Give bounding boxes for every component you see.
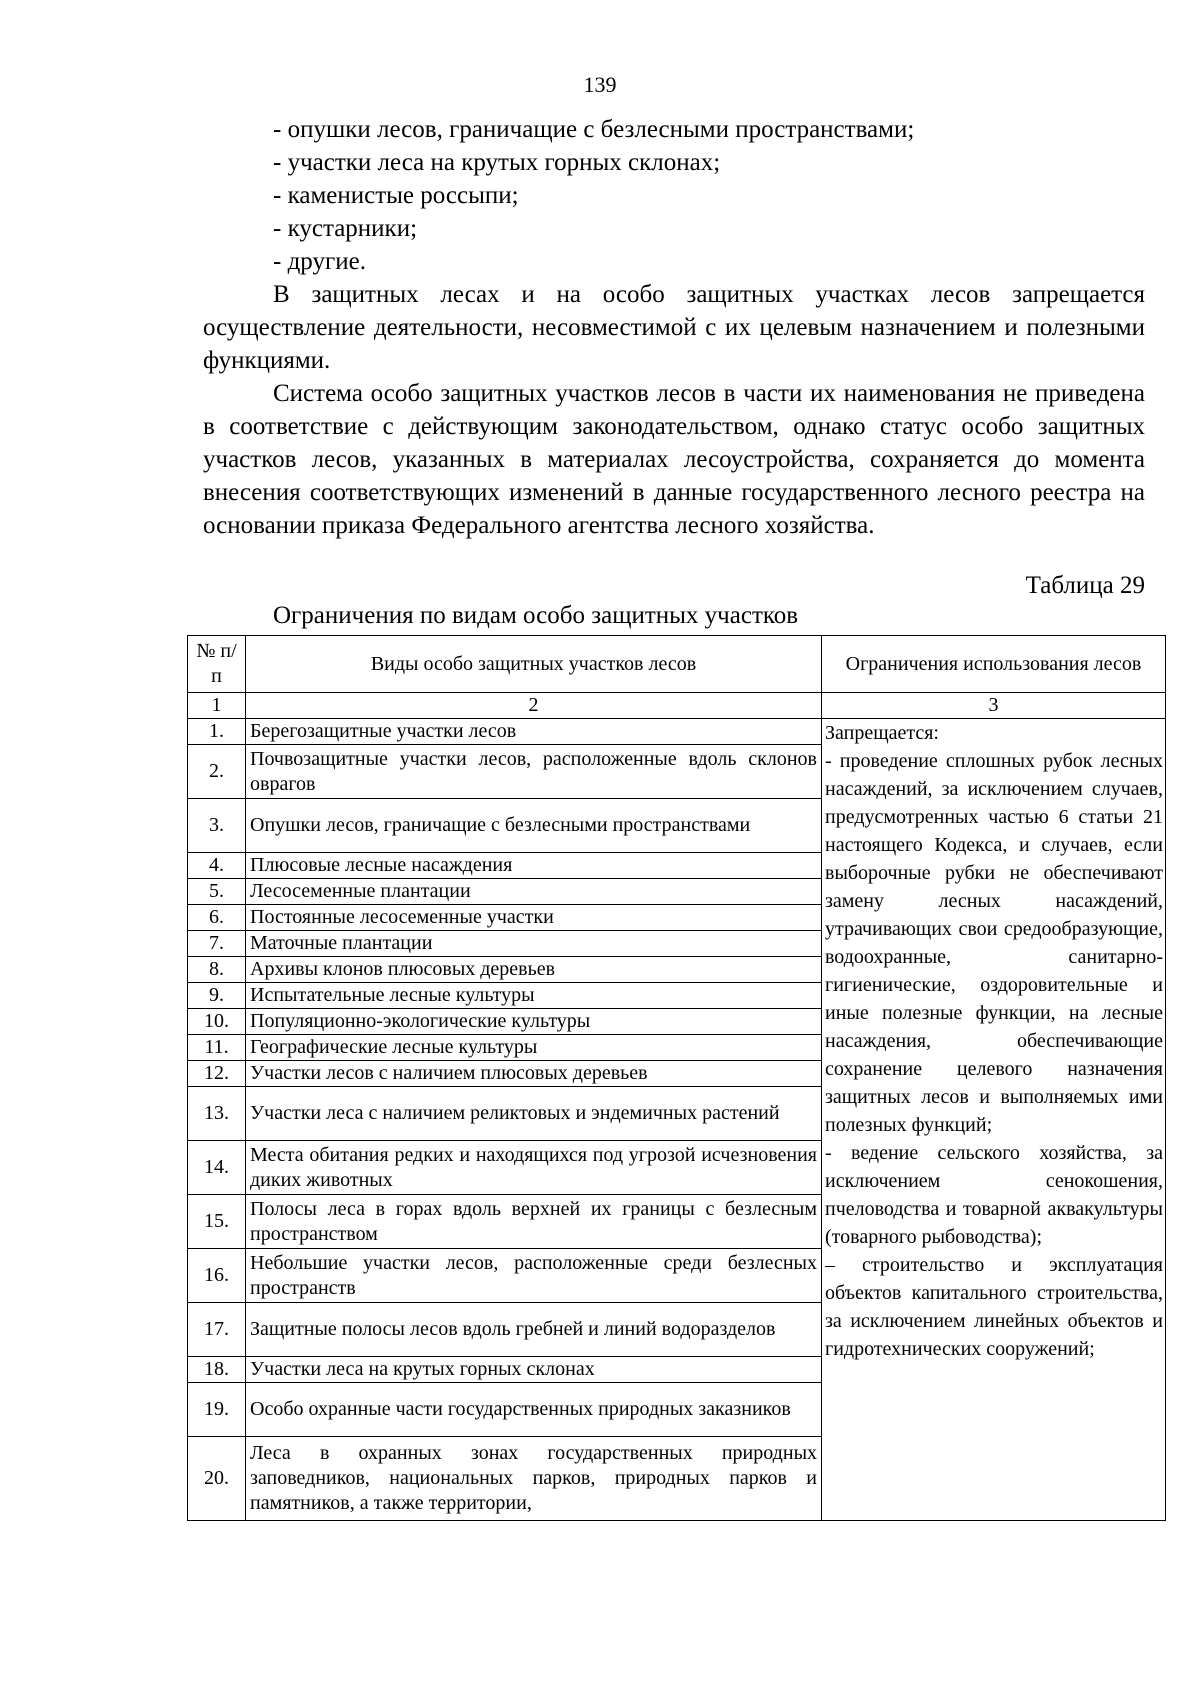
page-number: 139: [583, 72, 617, 97]
table-label: Таблица 29: [1025, 572, 1145, 599]
row-kind: Испытательные лесные культуры: [246, 983, 822, 1009]
row-number: 12.: [188, 1061, 246, 1087]
table-title: Ограничения по видам особо защитных участков: [273, 602, 799, 629]
row-number: 2.: [188, 745, 246, 799]
header-row: [188, 636, 1166, 693]
row-kind: Участки леса с наличием реликтовых и эндемичных растений: [246, 1087, 822, 1141]
restriction-item: – строительство и эксплуатация объектов капитального строительства, за исключением линейных объектов и гидротехнических сооружений;: [825, 1254, 1163, 1360]
bullet-item: - кустарники;: [273, 215, 418, 242]
col-number: 2: [246, 693, 822, 719]
row-kind: Почвозащитные участки лесов, расположенные вдоль склонов оврагов: [246, 745, 822, 799]
row-number: 4.: [188, 853, 246, 879]
paragraph: Система особо защитных участков лесов в части их наименования не приведена в соответствие с действующим законодательством, однако статус особо защитных участков лесов, указанных в материалах лесоустройства, сохраняется до момента внесения соответствующих изменений в данные государственного лесного реестра на основании приказа Федерального агентства лесного хозяйства.: [203, 380, 1145, 539]
bullet-list: [273, 113, 914, 278]
row-number: 3.: [188, 799, 246, 853]
bullet-item: - каменистые россыпи;: [273, 182, 519, 209]
row-number: 14.: [188, 1141, 246, 1195]
row-number: 1.: [188, 719, 246, 745]
header-restriction: Ограничения использования лесов: [822, 636, 1166, 693]
row-number: 9.: [188, 983, 246, 1009]
bullet-item: - участки леса на крутых горных склонах;: [273, 149, 721, 176]
row-kind: Опушки лесов, граничащие с безлесными пространствами: [246, 799, 822, 853]
row-kind: Лесосеменные плантации: [246, 879, 822, 905]
col-number: 3: [822, 693, 1166, 719]
row-number: 19.: [188, 1383, 246, 1437]
row-number: 10.: [188, 1009, 246, 1035]
row-number: 5.: [188, 879, 246, 905]
restriction-cell: [822, 719, 1166, 1521]
row-number: 20.: [188, 1437, 246, 1521]
restriction-item: - ведение сельского хозяйства, за исключением сенокошения, пчеловодства и товарной аквакультуры (товарного рыбоводства);: [825, 1142, 1163, 1248]
bullet-item: - опушки лесов, граничащие с безлесными пространствами;: [273, 116, 915, 143]
col-number: 1: [188, 693, 246, 719]
row-kind: Архивы клонов плюсовых деревьев: [246, 957, 822, 983]
row-number: 13.: [188, 1087, 246, 1141]
bullet-item: - другие.: [273, 248, 366, 275]
row-kind: Маточные плантации: [246, 931, 822, 957]
row-kind: Полосы леса в горах вдоль верхней их границы с безлесным пространством: [246, 1195, 822, 1249]
row-kind: Участки лесов с наличием плюсовых деревьев: [246, 1061, 822, 1087]
row-number: 15.: [188, 1195, 246, 1249]
row-kind: Небольшие участки лесов, расположенные среди безлесных пространств: [246, 1249, 822, 1303]
row-number: 6.: [188, 905, 246, 931]
row-number: 8.: [188, 957, 246, 983]
row-number: 7.: [188, 931, 246, 957]
row-kind: Защитные полосы лесов вдоль гребней и линий водоразделов: [246, 1303, 822, 1357]
paragraph: В защитных лесах и на особо защитных участках лесов запрещается осуществление деятельности, несовместимой с их целевым назначением и полезными функциями.: [203, 281, 1145, 374]
restriction-intro: Запрещается:: [825, 722, 939, 744]
row-kind: Особо охранные части государственных природных заказников: [246, 1383, 822, 1437]
row-kind: Берегозащитные участки лесов: [246, 719, 822, 745]
row-number: 16.: [188, 1249, 246, 1303]
header-num: № п/п: [188, 636, 246, 693]
column-number-row: [188, 693, 1166, 719]
table-row: [188, 719, 1166, 745]
row-kind: Популяционно-экологические культуры: [246, 1009, 822, 1035]
restriction-item: - проведение сплошных рубок лесных насаждений, за исключением случаев, предусмотренных частью 6 статьи 21 настоящего Кодекса, и случаев, если выборочные рубки не обеспечивают замену лесных насаждений, утрачивающих свои средообразующие, водоохранные, санитарно-гигиенические, оздоровительные и иные полезные функции, на лесные насаждения, обеспечивающие сохранение целевого назначения защитных лесов и выполняемых ими полезных функций;: [825, 750, 1163, 1136]
header-kind: Виды особо защитных участков лесов: [246, 636, 822, 693]
row-number: 11.: [188, 1035, 246, 1061]
restrictions-table: [187, 635, 1166, 1521]
row-kind: Постоянные лесосеменные участки: [246, 905, 822, 931]
row-number: 17.: [188, 1303, 246, 1357]
row-kind: Участки леса на крутых горных склонах: [246, 1357, 822, 1383]
row-kind: Леса в охранных зонах государственных природных заповедников, национальных парков, природных парков и памятников, а также территории,: [246, 1437, 822, 1521]
row-kind: Плюсовые лесные насаждения: [246, 853, 822, 879]
row-kind: Географические лесные культуры: [246, 1035, 822, 1061]
row-number: 18.: [188, 1357, 246, 1383]
row-kind: Места обитания редких и находящихся под угрозой исчезновения диких животных: [246, 1141, 822, 1195]
